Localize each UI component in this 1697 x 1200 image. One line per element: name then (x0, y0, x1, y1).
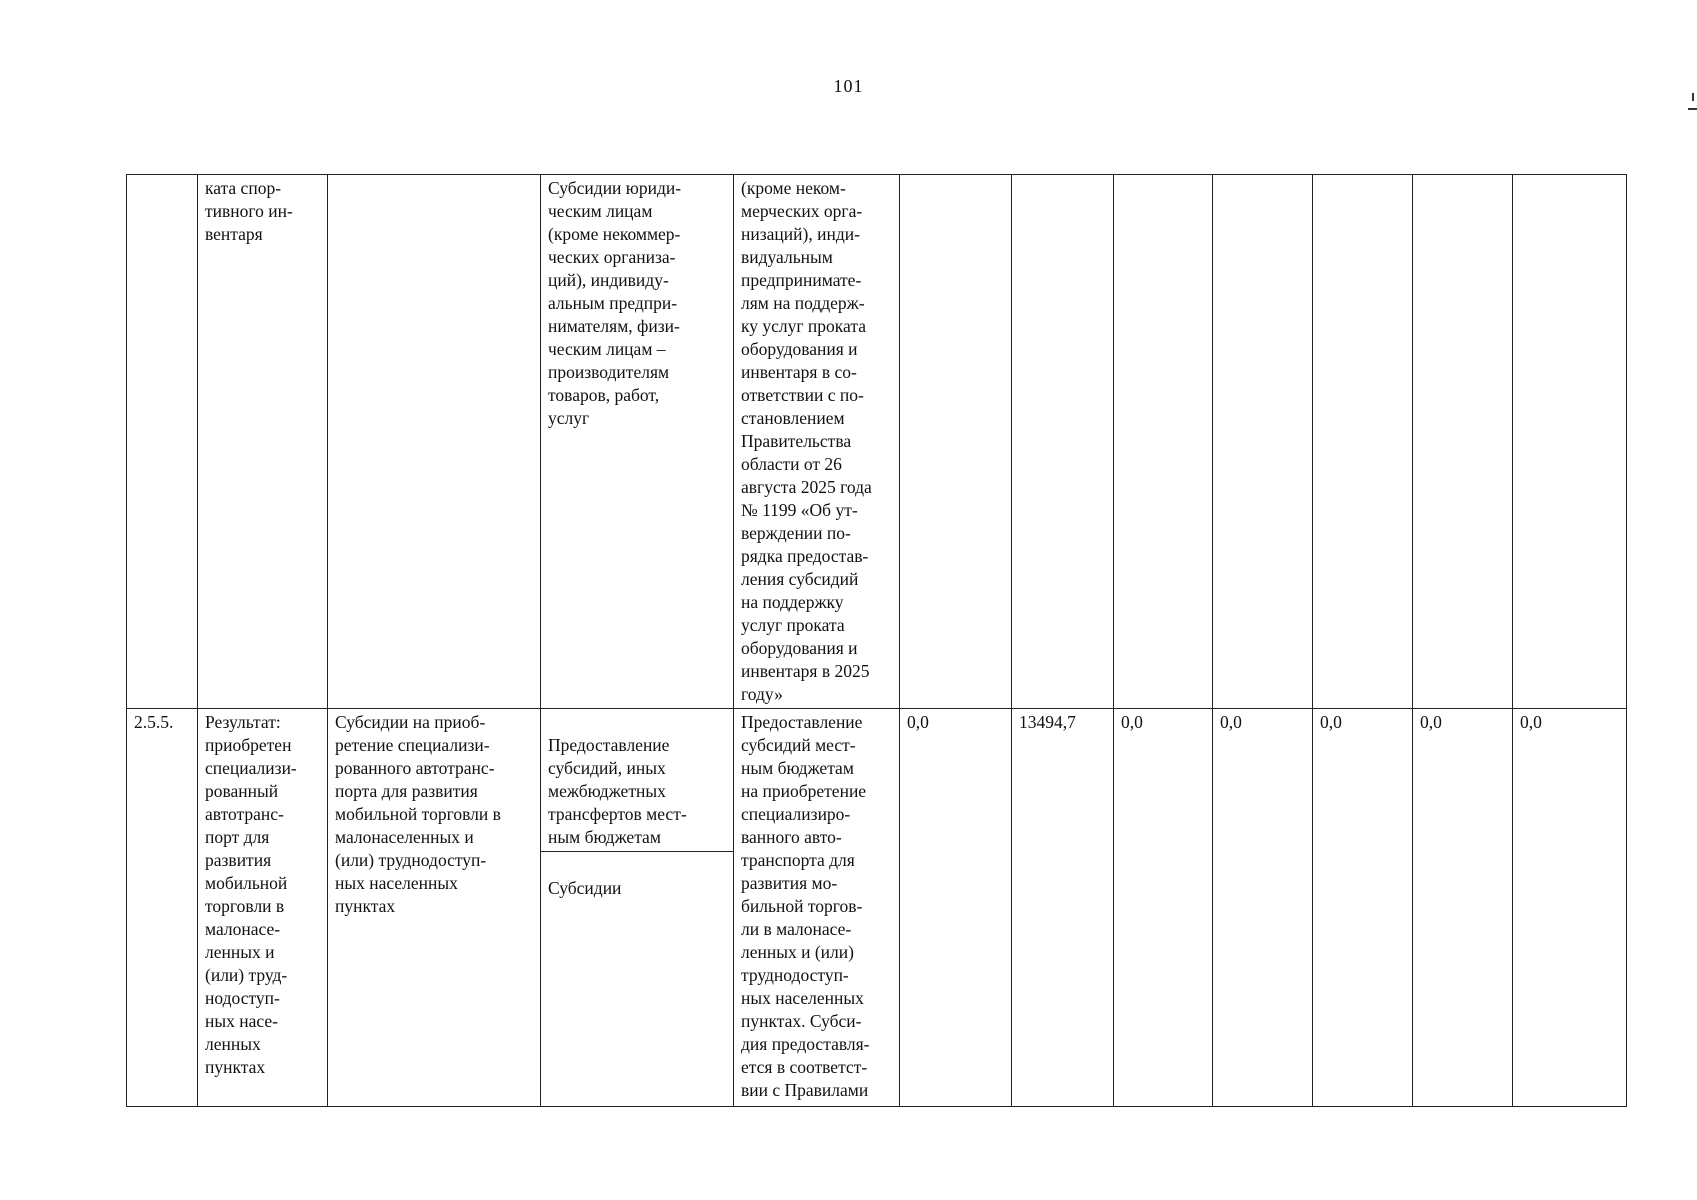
row-number-cell (127, 175, 198, 709)
value-cell (900, 175, 1012, 709)
scan-edge-mark (1688, 108, 1697, 110)
value-cell: 13494,7 (1012, 709, 1114, 1107)
row-number-cell: 2.5.5. (127, 709, 198, 1107)
value-cell (1413, 175, 1513, 709)
measure-type-bottom: Субсидии (548, 878, 622, 898)
value-cell: 0,0 (900, 709, 1012, 1107)
budget-table (126, 174, 1627, 1107)
table-row (127, 175, 1627, 709)
measure-type-cell: Субсидии юриди- ческим лицам (кроме некоммер- ческих организа- ций), индивиду- альным предпри- нимателям, физи- ческим лицам – производителям товаров, работ, услуг (541, 175, 734, 709)
measure-cell (328, 175, 541, 709)
value-cell: 0,0 (1213, 709, 1313, 1107)
value-cell (1513, 175, 1627, 709)
scan-edge-mark (1692, 93, 1694, 101)
measure-cell: Субсидии на приоб- ретение специализи- рованного автотранс- порта для развития мобильной торговли в малонаселенных и (или) труднодоступ- ных населенных пунктах (328, 709, 541, 1107)
value-cell: 0,0 (1313, 709, 1413, 1107)
value-cell (1114, 175, 1213, 709)
value-cell (1012, 175, 1114, 709)
value-cell (1313, 175, 1413, 709)
measure-type-top: Предоставление субсидий, иных межбюджетных трансфертов мест- ным бюджетам (541, 734, 733, 852)
value-cell (1213, 175, 1313, 709)
description-cell: (кроме неком- мерческих орга- низаций), инди- видуальным предпринимате- лям на поддерж- ку услуг проката оборудования и инвентаря в со- ответствии с по- становлением Правительства области от 26 августа 2025 года № 1199 «Об ут- верждении по- рядка предостав- ления субсидий на поддержку услуг проката оборудования и инвентаря в 2025 году» (734, 175, 900, 709)
value-cell: 0,0 (1513, 709, 1627, 1107)
value-cell: 0,0 (1114, 709, 1213, 1107)
result-name-cell: ката спор- тивного ин- вентаря (198, 175, 328, 709)
page-number: 101 (833, 76, 864, 96)
result-name-cell: Результат: приобретен специализи- рованный автотранс- порт для развития мобильной торговли в малонасе- ленных и (или) труд- нодоступ- ных насе- ленных пунктах (198, 709, 328, 1107)
value-cell: 0,0 (1413, 709, 1513, 1107)
table-row (127, 709, 1627, 1107)
measure-type-cell (541, 709, 734, 1107)
description-cell: Предоставление субсидий мест- ным бюджетам на приобретение специализиро- ванного авто- транспорта для развития мо- бильной торгов- ли в малонасе- ленных и (или) труднодоступ- ных населенных пунктах. Субси- дия предоставля- ется в соответст- вии с Правилами (734, 709, 900, 1107)
